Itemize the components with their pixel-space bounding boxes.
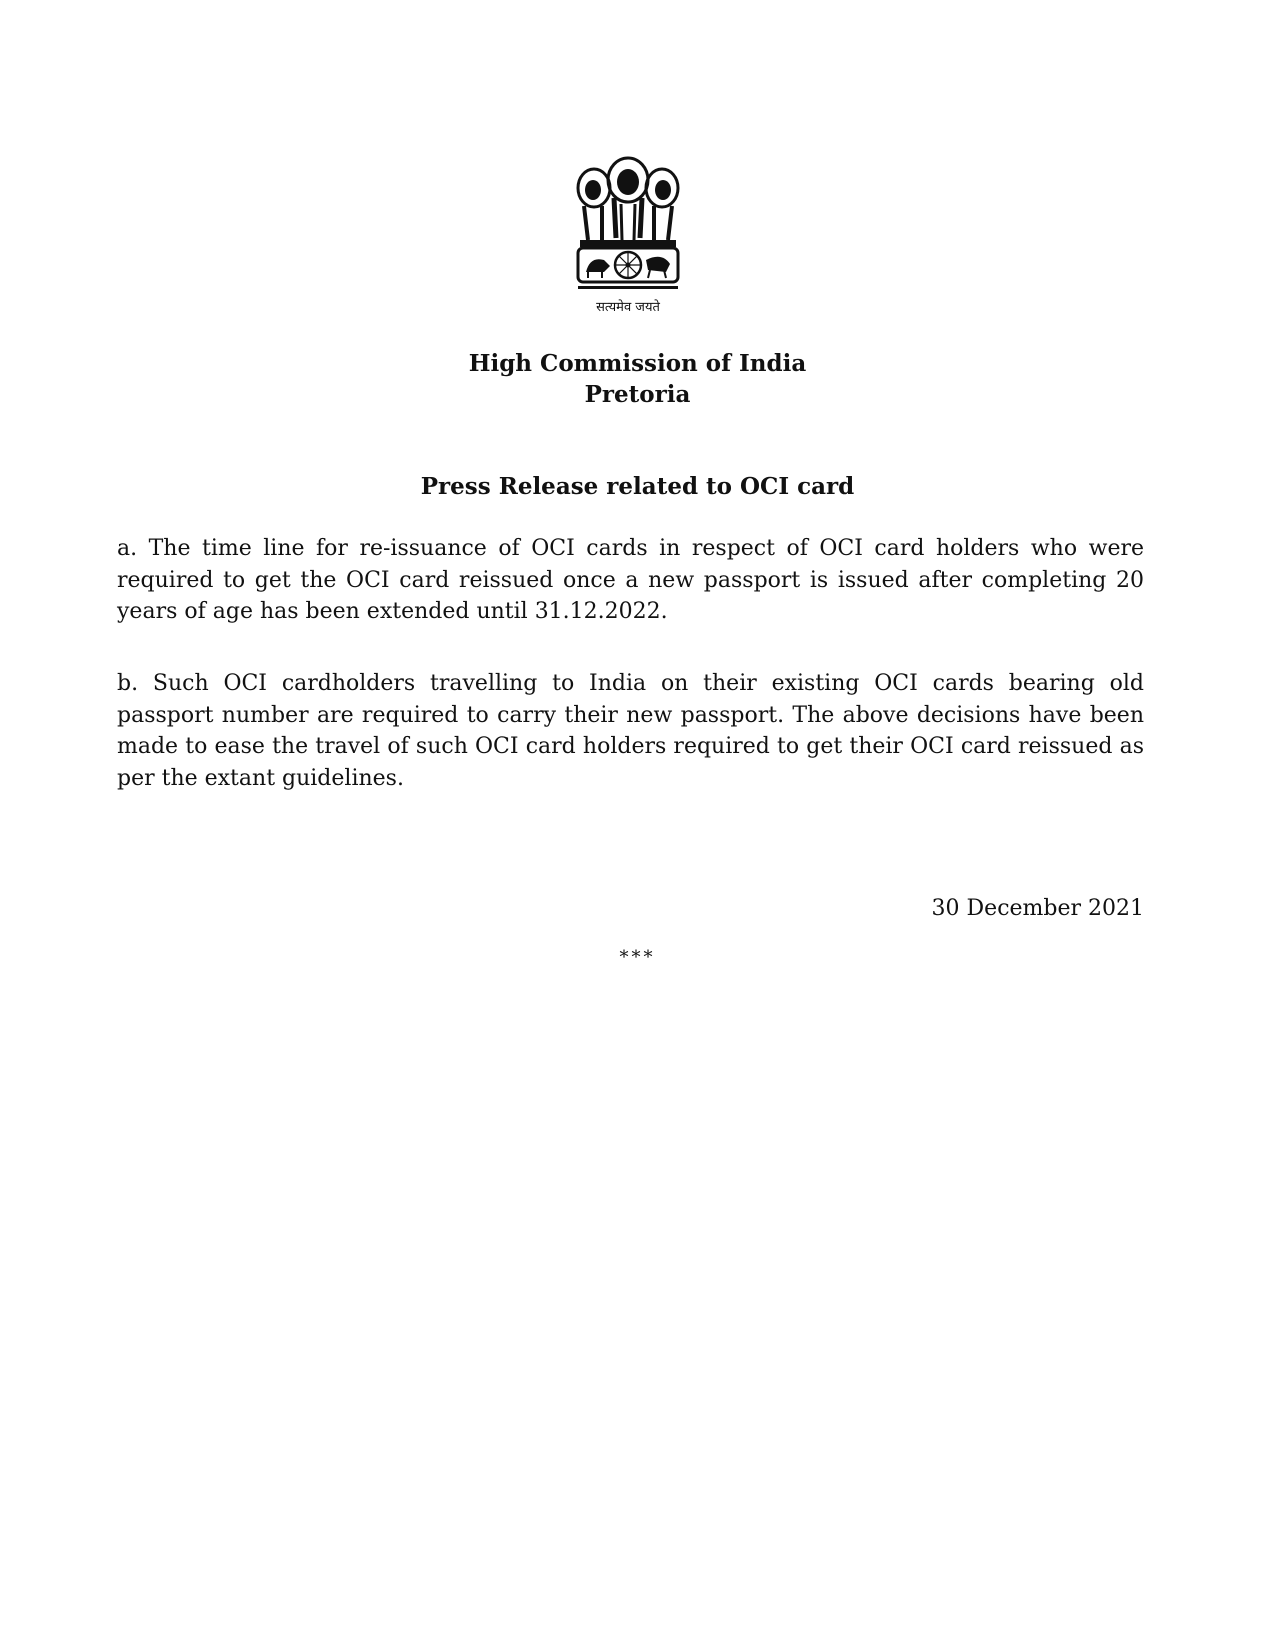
- lion-capital-emblem-icon: [572, 148, 684, 318]
- document-title: Press Release related to OCI card: [420, 473, 855, 500]
- emblem-motto: सत्यमेव जयते: [596, 300, 660, 315]
- paragraph-a: a. The time line for re-issuance of OCI cards in respect of OCI card holders who were required to get the OCI card reissued once a new passport is issued after completing 20 years of age has been extended until 31.12.2022.: [117, 536, 1144, 624]
- organization-city: Pretoria: [584, 381, 691, 408]
- end-mark: ***: [619, 947, 656, 968]
- paragraph-b: b. Such OCI cardholders travelling to India on their existing OCI cards bearing old passport number are required to carry their new passport. The above decisions have been made to ease the travel of such OCI card holders required to get their OCI card reissued as per the extant guidelines.: [117, 671, 1144, 791]
- document-date: 30 December 2021: [931, 896, 1144, 921]
- organization-name: High Commission of India: [468, 350, 807, 377]
